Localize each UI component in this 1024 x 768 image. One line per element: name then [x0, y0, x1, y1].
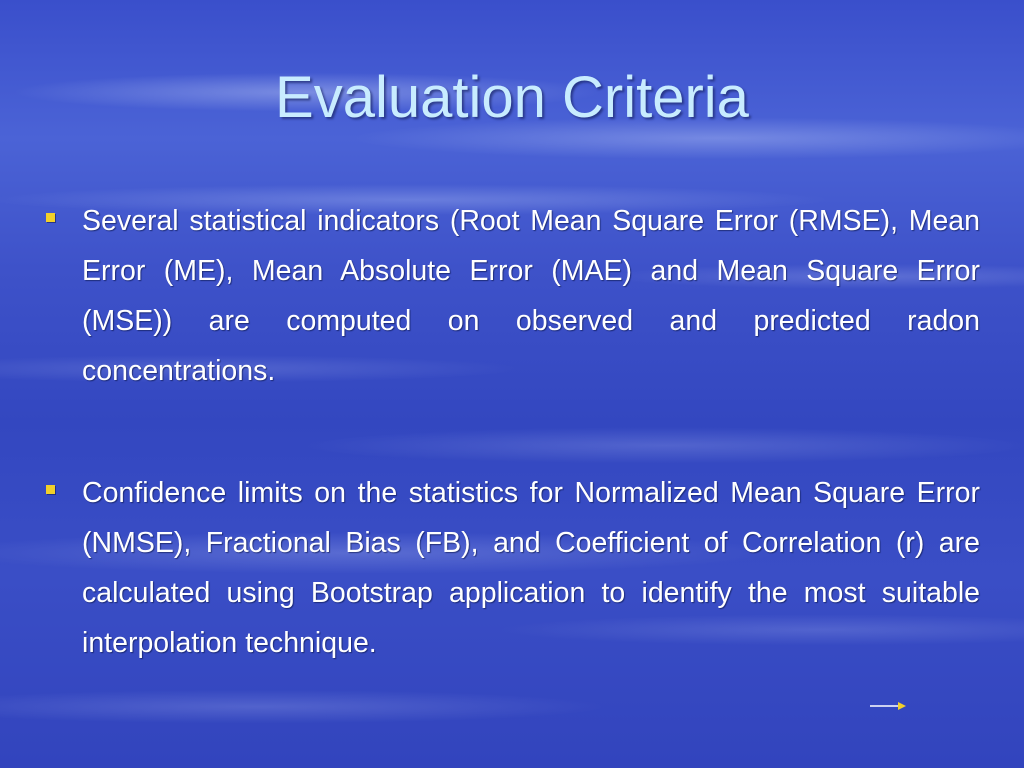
next-slide-button[interactable] — [868, 696, 908, 716]
square-bullet-icon — [46, 213, 55, 222]
bullet-text: Several statistical indicators (Root Mean Square Error (RMSE), Mean Error (ME), Mean Absolute Error (MAE) and Mean Square Error (MSE)) are computed on observed and predicted radon concentrations. — [82, 205, 980, 387]
right-arrow-icon — [868, 696, 908, 716]
slide-title: Evaluation Criteria — [275, 65, 749, 130]
bullet-item — [42, 468, 980, 668]
square-bullet-icon — [46, 485, 55, 494]
bullet-item — [42, 196, 980, 396]
bullet-list — [42, 196, 980, 668]
bullet-text: Confidence limits on the statistics for Normalized Mean Square Error (NMSE), Fractional Bias (FB), and Coefficient of Correlation (r) are calculated using Bootstrap application to identify the most suitable interpolation technique. — [82, 477, 980, 659]
